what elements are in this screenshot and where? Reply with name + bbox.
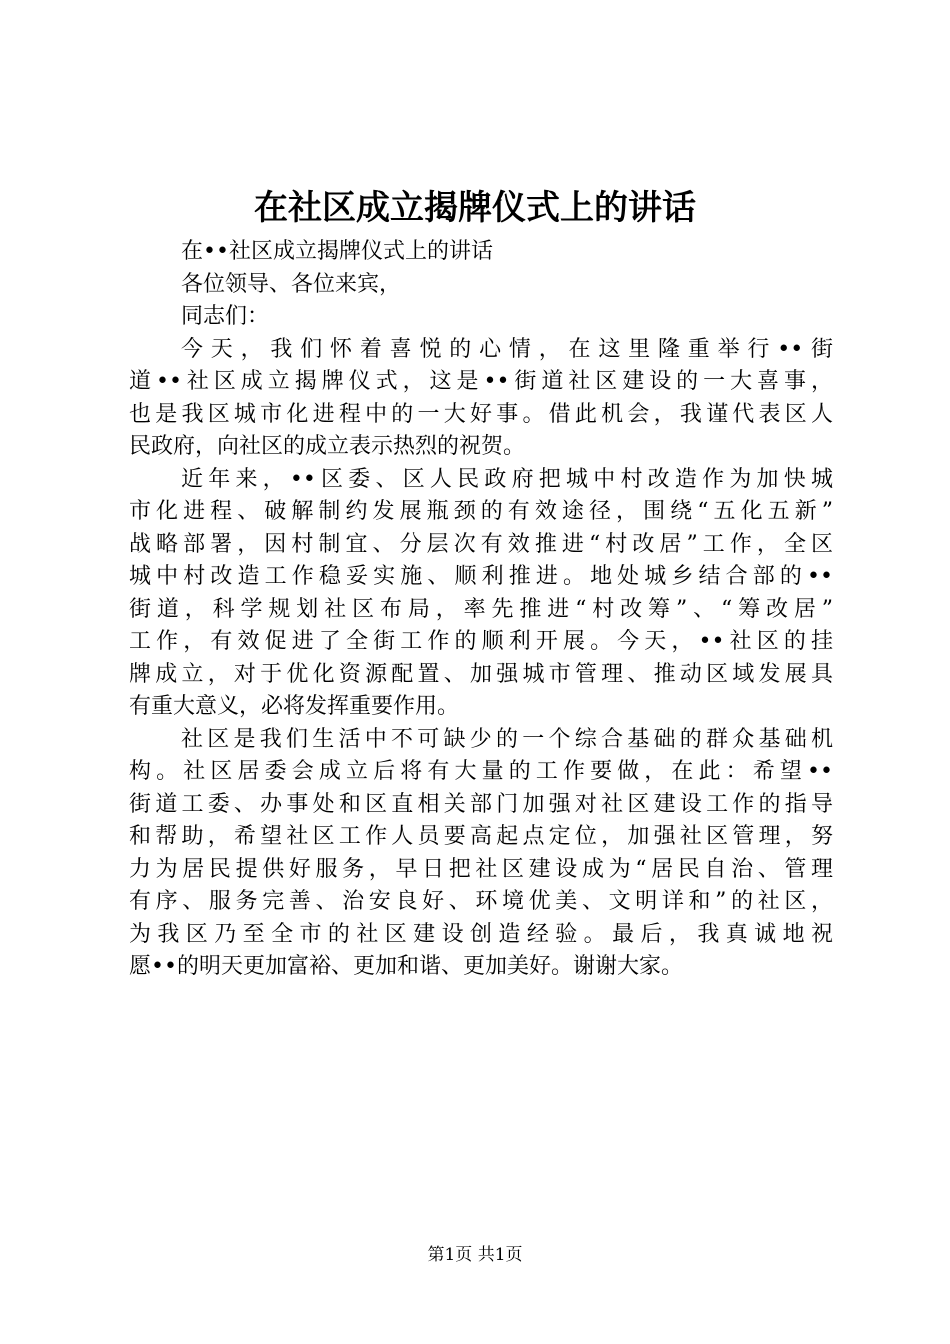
body-line: 牌成立，对于优化资源配置、加强城市管理、推动区域发展具 xyxy=(129,661,833,687)
body-line: 为我区乃至全市的社区建设创造经验。最后，我真诚地祝 xyxy=(129,921,833,947)
body-line: 社区是我们生活中不可缺少的一个综合基础的群众基础机 xyxy=(181,726,833,752)
body-line: 街道，科学规划社区布局，率先推进“村改筹”、“筹改居” xyxy=(129,596,833,622)
body-line: 城中村改造工作稳妥实施、顺利推进。地处城乡结合部的•• xyxy=(129,564,833,589)
body-line: 民政府，向社区的成立表示热烈的祝贺。 xyxy=(129,434,526,459)
page-footer: 第1页 共1页 xyxy=(427,1245,523,1265)
document-title: 在社区成立揭牌仪式上的讲话 xyxy=(254,188,696,228)
body-line: 街道工委、办事处和区直相关部门加强对社区建设工作的指导 xyxy=(129,791,833,817)
body-line: 也是我区城市化进程中的一大好事。借此机会，我谨代表区人 xyxy=(129,401,833,427)
body-line: 有重大意义，必将发挥重要作用。 xyxy=(129,694,460,719)
body-line: 和帮助，希望社区工作人员要高起点定位，加强社区管理，努 xyxy=(129,824,833,849)
body-line: 工作，有效促进了全街工作的顺利开展。今天，••社区的挂 xyxy=(129,629,833,654)
body-line: 近年来，••区委、区人民政府把城中村改造作为加快城 xyxy=(181,466,833,492)
document-body xyxy=(129,236,833,984)
body-line: 同志们： xyxy=(181,304,270,329)
body-line: 构。社区居委会成立后将有大量的工作要做，在此：希望•• xyxy=(129,759,833,784)
body-line: 在••社区成立揭牌仪式上的讲话 xyxy=(181,239,493,264)
body-line: 力为居民提供好服务，早日把社区建设成为“居民自治、管理 xyxy=(129,856,833,882)
body-line: 市化进程、破解制约发展瓶颈的有效途径，围绕“五化五新” xyxy=(129,499,833,524)
body-line: 今天，我们怀着喜悦的心情，在这里隆重举行••街 xyxy=(181,336,833,362)
body-line: 有序、服务完善、治安良好、环境优美、文明详和”的社区， xyxy=(129,889,833,914)
body-line: 道••社区成立揭牌仪式，这是••街道社区建设的一大喜事， xyxy=(129,369,833,394)
body-line: 愿••的明天更加富裕、更加和谐、更加美好。谢谢大家。 xyxy=(129,954,683,979)
body-line: 战略部署，因村制宜、分层次有效推进“村改居”工作，全区 xyxy=(129,531,833,557)
body-line: 各位领导、各位来宾， xyxy=(181,271,402,297)
